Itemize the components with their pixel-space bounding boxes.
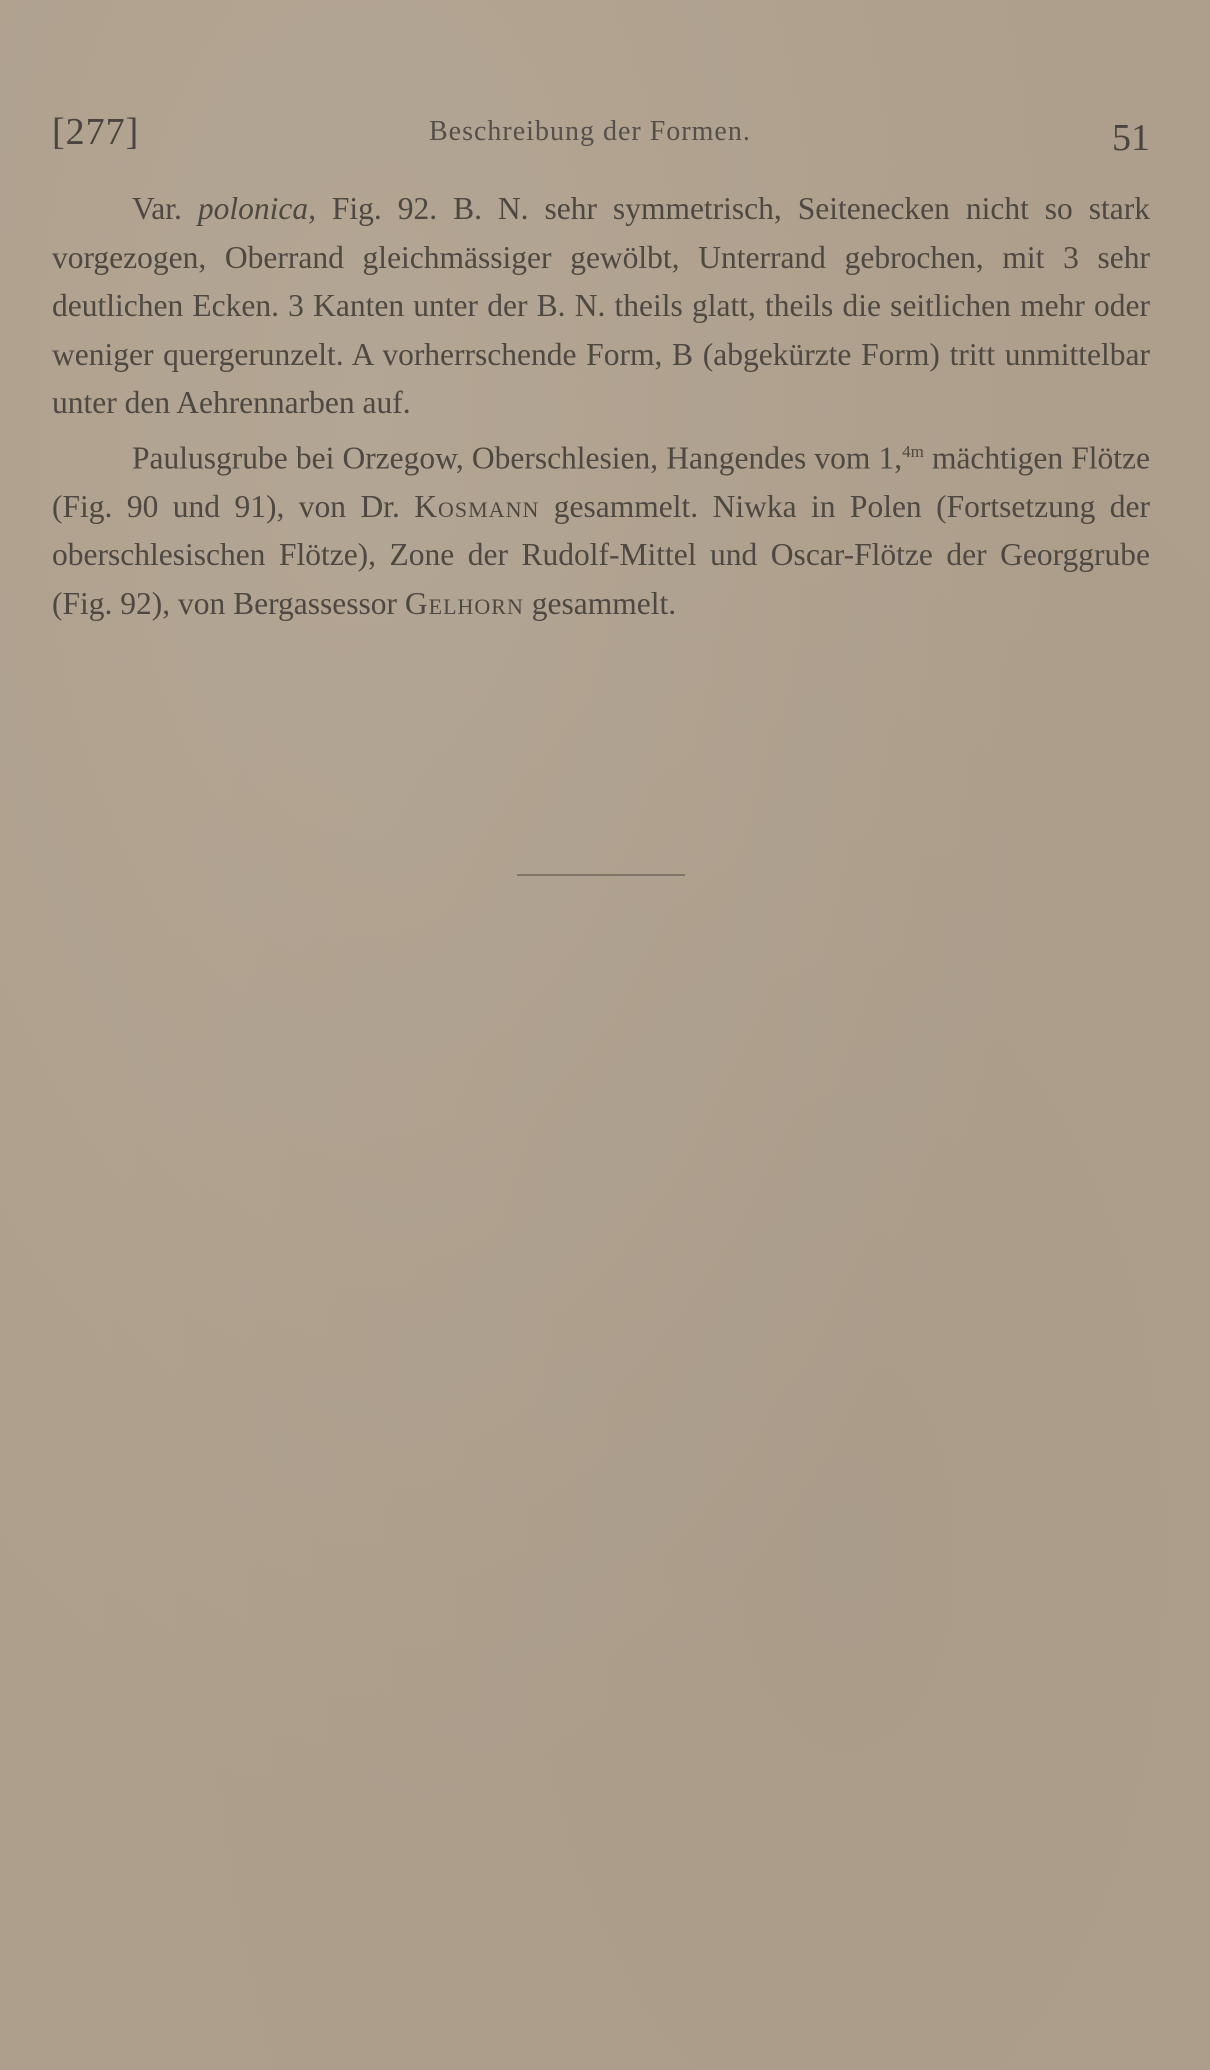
collector-name-kosmann: Kosmann: [414, 488, 540, 524]
localities-text-2: mächtigen Flötze (Fig. 90 und 91), von Dr.: [52, 440, 1150, 524]
paragraph-localities: [52, 428, 1150, 629]
section-divider: [517, 874, 685, 876]
page-header: [52, 102, 1150, 162]
running-title: Beschreibung der Formen.: [429, 116, 751, 147]
localities-text-3: gesammelt. Niwka in Polen (Fortsetzung der oberschlesischen Flötze), Zone der Rudolf-Mittel und Oscar-Flötze der Georggrube (Fig. 92), von Bergassessor: [52, 488, 1150, 621]
body-text: [52, 185, 1150, 628]
variety-label: Var.: [132, 191, 198, 226]
localities-text-4: gesammelt.: [523, 585, 677, 621]
page-number: 51: [1112, 117, 1150, 159]
paragraph-variety-description: [52, 185, 1150, 428]
variety-description-text: Fig. 92. B. N. sehr symmetrisch, Seitenecken nicht so stark vorgezogen, Oberrand gleichmässiger gewölbt, Unterrand gebrochen, mit 3 sehr deutlichen Ecken. 3 Kanten unter der B. N. theils glatt, theils die seitlichen mehr oder weniger quergerunzelt. A vorherrschende Form, B (abgekürzte Form) tritt unmittelbar unter den Aehrennarben auf.: [52, 191, 1150, 420]
page-reference: [277]: [52, 111, 140, 153]
thickness-superscript: 4m: [902, 441, 924, 461]
collector-name-gelhorn: Gelhorn: [404, 585, 524, 621]
localities-text-1: Paulusgrube bei Orzegow, Oberschlesien, Hangendes vom 1,: [132, 440, 903, 475]
variety-name: polonica,: [197, 191, 316, 226]
